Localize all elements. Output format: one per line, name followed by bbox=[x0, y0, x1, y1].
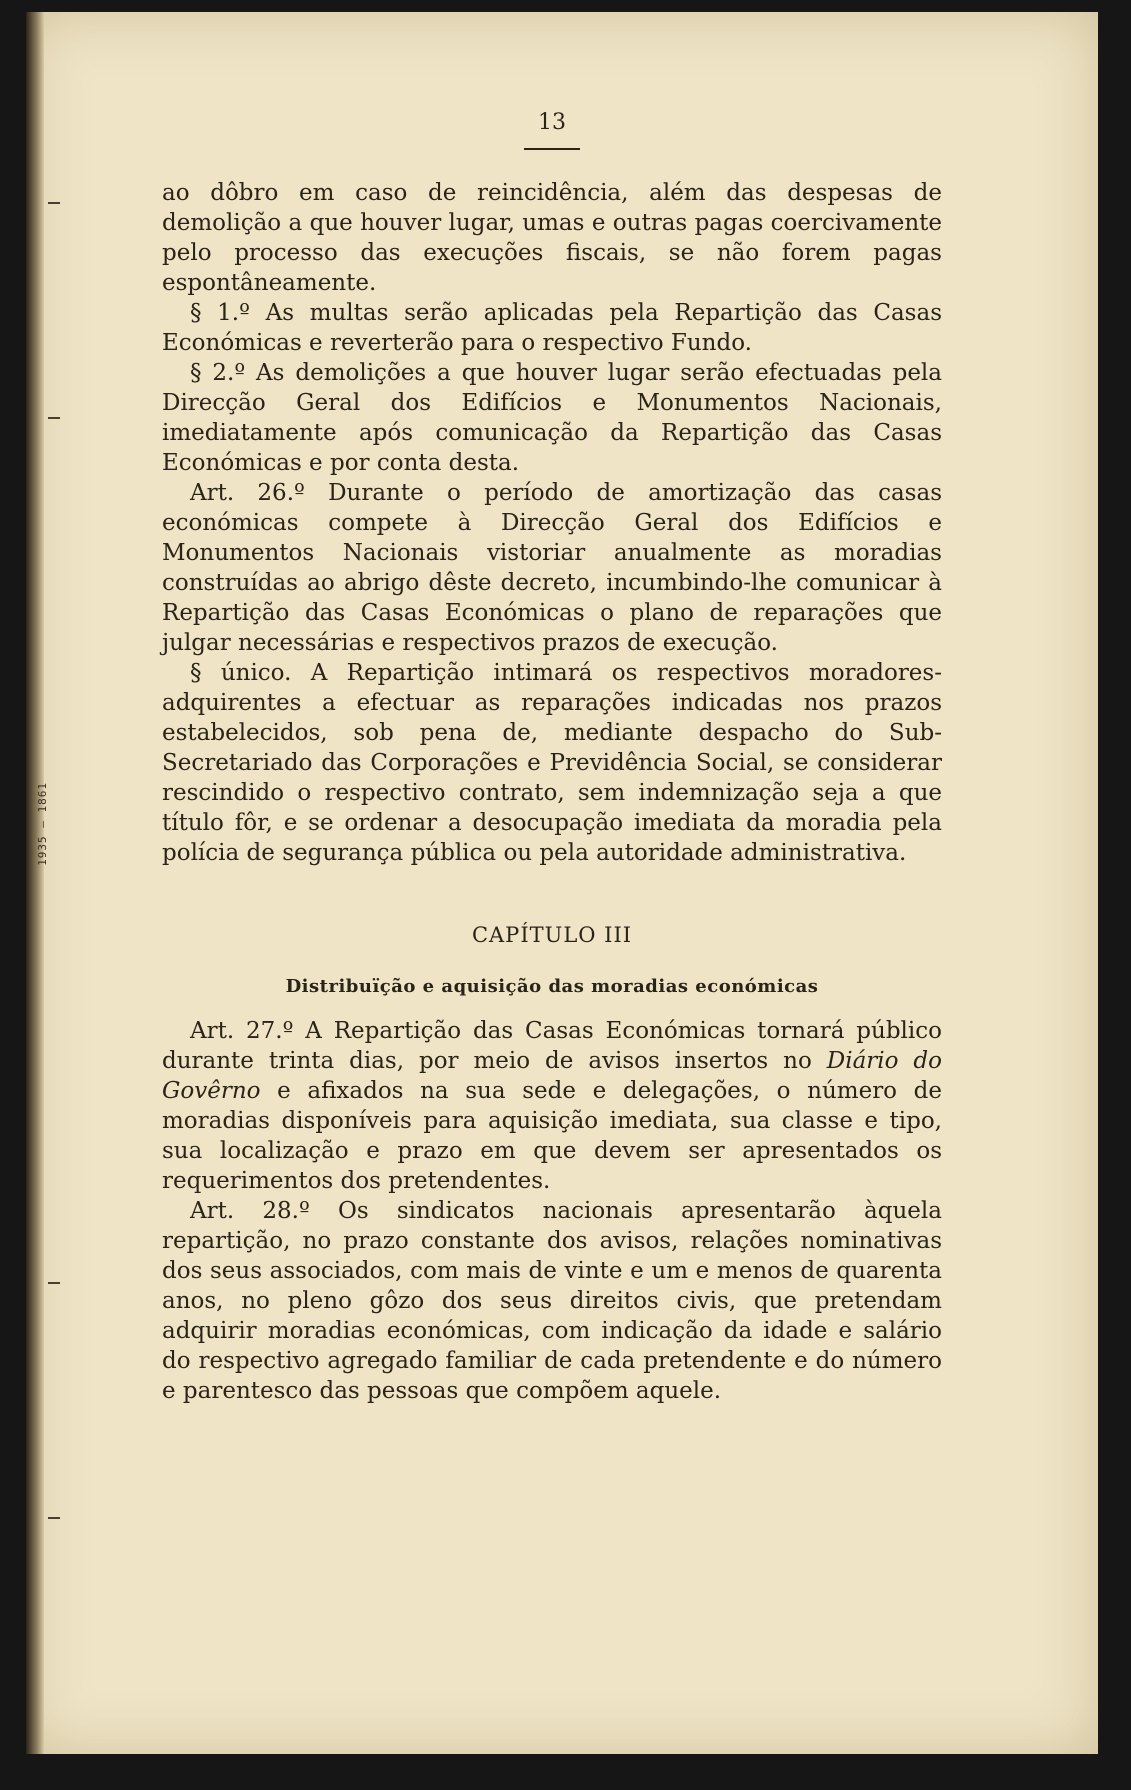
paragraph-section-unico: § único. A Repartição intimará os respectivos moradores-adquirentes a efectuar as reparações indicadas nos prazos estabelecidos, sob pena de, mediante despacho do Sub-Secretariado das Corporações e Previdência Social, se considerar rescindido o respectivo contrato, sem indemnização seja a que título fôr, e se ordenar a desocupação imediata da moradia pela polícia de segurança pública ou pela autoridade administrativa. bbox=[162, 660, 942, 866]
margin-tick bbox=[48, 1517, 60, 1519]
margin-tick bbox=[48, 1282, 60, 1284]
art-27-publication-title: Diário do Govêrno bbox=[162, 1048, 942, 1104]
chapter-body bbox=[162, 1016, 942, 1406]
chapter-subtitle: Distribuïção e aquisição das moradias económicas bbox=[285, 976, 819, 997]
paragraph-section-2: § 2.º As demolições a que houver lugar serão efectuadas pela Direcção Geral dos Edifícios e Monumentos Nacionais, imediatamente após comunicação da Repartição das Casas Económicas e por conta desta. bbox=[162, 360, 942, 476]
margin-tick bbox=[48, 417, 60, 419]
paragraph-continuation: ao dôbro em caso de reincidência, além das despesas de demolição a que houver lugar, umas e outras pagas coercivamente pelo processo das execuções fiscais, se não forem pagas espontâneamente. bbox=[162, 180, 942, 296]
paragraph-art-27 bbox=[162, 1016, 942, 1196]
spine-mark: 1935 — 1861 bbox=[36, 782, 49, 866]
art-27-text-end: e afixados na sua sede e delegações, o número de moradias disponíveis para aquisição imediata, sua classe e tipo, sua localização e prazo em que devem ser apresentados os requerimentos dos pretendentes. bbox=[162, 1078, 942, 1194]
chapter-title: CAPÍTULO III bbox=[471, 923, 633, 947]
paragraph-section-1: § 1.º As multas serão aplicadas pela Repartição das Casas Económicas e reverterão para o respectivo Fundo. bbox=[162, 300, 942, 356]
paragraph-art-28: Art. 28.º Os sindicatos nacionais apresentarão àquela repartição, no prazo constante dos avisos, relações nominativas dos seus associados, com mais de vinte e um e menos de quarenta anos, no pleno gôzo dos seus direitos civis, que pretendam adquirir moradias económicas, com indicação da idade e salário do respectivo agregado familiar de cada pretendente e do número e parentesco das pessoas que compõem aquele. bbox=[162, 1198, 942, 1404]
page-number: 13 bbox=[538, 110, 566, 135]
paragraph-art-26: Art. 26.º Durante o período de amortização das casas económicas compete à Direcção Geral dos Edifícios e Monumentos Nacionais vistoriar anualmente as moradias construídas ao abrigo dêste decreto, incumbindo-lhe comunicar à Repartição das Casas Económicas o plano de reparações que julgar necessárias e respectivos prazos de execução. bbox=[162, 480, 942, 656]
page-number-rule bbox=[524, 148, 580, 150]
art-27-text-start: Art. 27.º A Repartição das Casas Económicas tornará público durante trinta dias, por meio de avisos insertos no bbox=[162, 1018, 942, 1074]
page-binding bbox=[26, 12, 44, 1754]
margin-tick bbox=[48, 202, 60, 204]
page-text bbox=[162, 108, 942, 1406]
